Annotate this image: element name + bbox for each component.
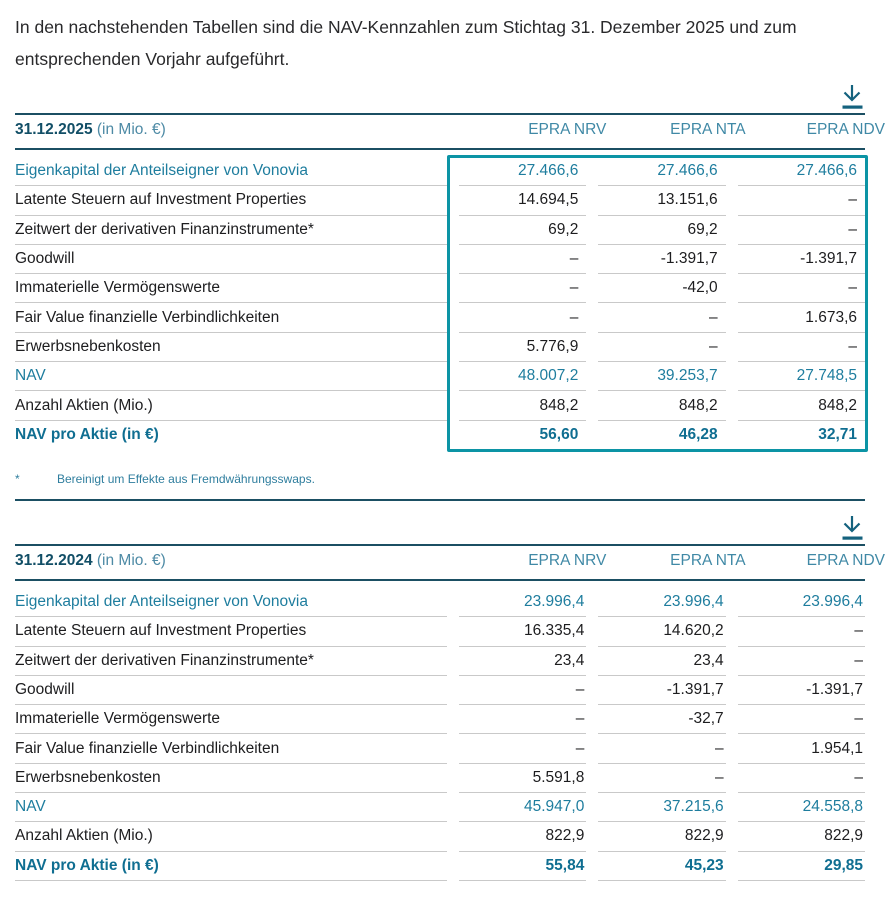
row-label: Zeitwert der derivativen Finanzinstrumente* [15, 647, 447, 676]
row-value: – [459, 274, 586, 303]
row-value: 14.620,2 [598, 617, 725, 646]
row-value: 822,9 [459, 822, 586, 851]
row-label: Eigenkapital der Anteilseigner von Vonovia [15, 157, 447, 186]
row-value: – [738, 216, 865, 245]
nav-table-31.12.2025 [15, 82, 885, 501]
table-date: 31.12.2025 [15, 121, 93, 138]
row-value: – [598, 734, 725, 763]
row-value: 822,9 [738, 822, 865, 851]
row-value: 23,4 [459, 647, 586, 676]
row-value: 45.947,0 [459, 793, 586, 822]
table-row [15, 822, 865, 851]
table-row [15, 245, 865, 274]
row-label: Eigenkapital der Anteilseigner von Vonovia [15, 588, 447, 617]
table-header-row [15, 115, 885, 145]
row-value: 37.215,6 [598, 793, 725, 822]
row-value: 1.673,6 [738, 303, 865, 332]
table-row [15, 764, 865, 793]
row-value: 14.694,5 [459, 186, 586, 215]
table-row [15, 157, 865, 186]
row-value: -1.391,7 [738, 245, 865, 274]
row-value: 848,2 [598, 391, 725, 420]
table-header-rule [15, 148, 865, 150]
table-title [15, 121, 447, 139]
row-value: 46,28 [678, 426, 718, 444]
footnote-marker: * [15, 471, 20, 486]
row-value: 13.151,6 [598, 186, 725, 215]
row-value: 27.466,6 [459, 157, 586, 186]
table-date: 31.12.2024 [15, 551, 93, 569]
row-value: – [738, 186, 865, 215]
row-value: 16.335,4 [459, 617, 586, 646]
row-value: -1.391,7 [598, 245, 725, 274]
row-value: 45,23 [598, 852, 725, 881]
table-header-row [15, 546, 885, 576]
row-label: NAV pro Aktie (in €) [15, 426, 159, 444]
row-value: 32,71 [818, 426, 857, 444]
table-toolbar [15, 513, 865, 541]
table-row [15, 617, 865, 646]
row-value: – [459, 676, 586, 705]
row-value: – [738, 705, 865, 734]
row-value: 23.996,4 [738, 588, 865, 617]
row-value: 23.996,4 [459, 588, 586, 617]
row-value: -42,0 [598, 274, 725, 303]
row-value: 848,2 [738, 391, 865, 420]
column-header-epra-nta: EPRA NTA [670, 551, 746, 569]
download-icon[interactable] [839, 83, 865, 110]
row-value: 23,4 [598, 647, 725, 676]
row-value: – [738, 333, 865, 362]
row-label: Fair Value finanzielle Verbindlichkeiten [15, 734, 447, 763]
table-row [15, 186, 865, 215]
row-label: Erwerbsnebenkosten [15, 333, 447, 362]
table-row [15, 705, 865, 734]
table-row [15, 852, 865, 881]
row-label: NAV [15, 793, 447, 822]
row-label: Immaterielle Vermögenswerte [15, 705, 447, 734]
row-value: 69,2 [598, 216, 725, 245]
table-body [15, 157, 865, 450]
column-header-epra-ndv: EPRA NDV [806, 551, 885, 569]
row-value: 56,60 [539, 426, 579, 444]
row-value: – [598, 333, 725, 362]
table-row [15, 793, 865, 822]
row-value: 1.954,1 [738, 734, 865, 763]
row-value: -32,7 [598, 705, 725, 734]
row-value: – [459, 734, 586, 763]
row-label: Anzahl Aktien (Mio.) [15, 391, 447, 420]
column-header-epra-nrv: EPRA NRV [528, 551, 607, 569]
row-value: – [738, 764, 865, 793]
row-label: Latente Steuern auf Investment Properties [15, 617, 447, 646]
table-unit: (in Mio. €) [96, 121, 166, 138]
section-divider-rule [15, 499, 865, 501]
intro-text: In den nachstehenden Tabellen sind die NAV-Kennzahlen zum Stichtag 31. Dezember 2025 und zum entsprechenden Vorjahr aufgeführt. [15, 17, 797, 69]
table-row [15, 421, 865, 450]
row-value: 23.996,4 [598, 588, 725, 617]
table-row [15, 216, 865, 245]
row-value: – [459, 245, 586, 274]
row-label: Fair Value finanzielle Verbindlichkeiten [15, 303, 447, 332]
row-value: 27.466,6 [598, 157, 725, 186]
row-value: – [598, 303, 725, 332]
row-value: – [738, 617, 865, 646]
row-value: – [738, 274, 865, 303]
row-value: 27.748,5 [738, 362, 865, 391]
row-label: NAV pro Aktie (in €) [15, 852, 447, 881]
table-row [15, 303, 865, 332]
column-header-epra-nrv: EPRA NRV [528, 121, 607, 138]
table-row [15, 647, 865, 676]
row-value: 69,2 [459, 216, 586, 245]
row-value: -1.391,7 [738, 676, 865, 705]
footnote [15, 472, 865, 486]
report-page [0, 11, 889, 881]
row-label: Latente Steuern auf Investment Properties [15, 186, 447, 215]
row-value: 55,84 [459, 852, 586, 881]
row-value: 5.776,9 [459, 333, 586, 362]
table-row [15, 333, 865, 362]
table-row [15, 362, 865, 391]
row-label: Goodwill [15, 245, 447, 274]
row-value: 822,9 [598, 822, 725, 851]
column-header-epra-ndv: EPRA NDV [806, 121, 885, 138]
row-label: NAV [15, 362, 447, 391]
column-header-epra-nta: EPRA NTA [670, 121, 746, 138]
row-label: Zeitwert der derivativen Finanzinstrumente* [15, 216, 447, 245]
row-value: – [459, 303, 586, 332]
nav-table-31.12.2024 [15, 513, 885, 881]
table-row [15, 391, 865, 420]
row-label: Goodwill [15, 676, 447, 705]
row-label: Erwerbsnebenkosten [15, 764, 447, 793]
table-title [15, 552, 447, 570]
table-unit: (in Mio. €) [96, 551, 166, 569]
row-value: 5.591,8 [459, 764, 586, 793]
row-value: 27.466,6 [738, 157, 865, 186]
table-row [15, 734, 865, 763]
footnote-text: Bereinigt um Effekte aus Fremdwährungsswaps. [57, 471, 315, 486]
table-row [15, 676, 865, 705]
table-row [15, 274, 865, 303]
row-value: 48.007,2 [459, 362, 586, 391]
download-icon[interactable] [839, 514, 865, 541]
row-value: – [738, 647, 865, 676]
table-toolbar [15, 82, 865, 110]
nav-tables-container [15, 82, 885, 881]
table-header-rule [15, 579, 865, 581]
row-label: Immaterielle Vermögenswerte [15, 274, 447, 303]
row-value: 39.253,7 [598, 362, 725, 391]
row-value: – [459, 705, 586, 734]
row-value: 24.558,8 [738, 793, 865, 822]
table-body [15, 588, 865, 881]
row-value: 848,2 [459, 391, 586, 420]
row-value: – [598, 764, 725, 793]
row-value: 29,85 [738, 852, 865, 881]
table-row [15, 588, 865, 617]
row-value: -1.391,7 [598, 676, 725, 705]
row-label: Anzahl Aktien (Mio.) [15, 822, 447, 851]
